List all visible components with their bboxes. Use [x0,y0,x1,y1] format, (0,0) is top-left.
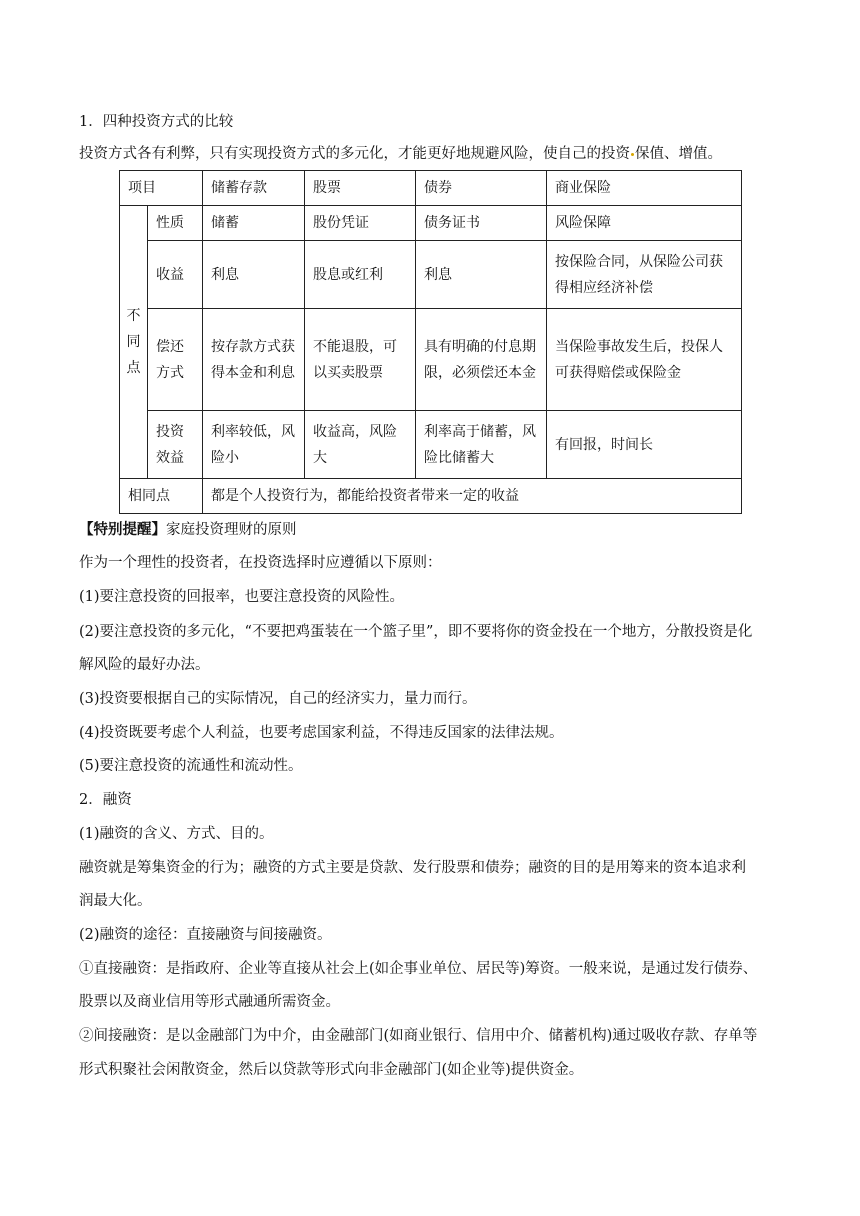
table-cell: 利率高于储蓄，风险比储蓄大 [416,411,547,479]
marker-dot [631,153,634,156]
header-cell-item: 项目 [120,171,203,206]
table-cell: 不能退股，可以买卖股票 [305,309,416,411]
header-cell-stocks: 股票 [305,171,416,206]
financing-line: (1)融资的含义、方式、目的。 [79,826,274,842]
row-label-income: 收益 [148,241,203,309]
section-heading-1: 1．四种投资方式的比较 [79,114,234,130]
table-cell: 利息 [203,241,305,309]
financing-line: ①直接融资：是指政府、企业等直接从社会上(如企事业单位、居民等)筹资。一般来说，是通过发行债券、 [79,961,758,977]
investment-comparison-table [119,170,742,514]
table-row [120,206,742,241]
principle-item: (1)要注意投资的回报率，也要注意投资的风险性。 [79,589,405,605]
financing-line: 形式积聚社会闲散资金，然后以贷款等形式向非金融部门(如企业等)提供资金。 [79,1062,584,1078]
principle-item: (2)要注意投资的多元化，“不要把鸡蛋装在一个篮子里”，即不要将你的资金投在一个地方，分散投资是化 [79,624,753,640]
table-row [120,411,742,479]
principle-item: (4)投资既要考虑个人利益，也要考虑国家利益，不得违反国家的法律法规。 [79,725,564,741]
reminder-intro: 作为一个理性的投资者，在投资选择时应遵循以下原则： [79,555,442,571]
principle-item: (3)投资要根据自己的实际情况，自己的经济实力，量力而行。 [79,691,477,707]
table-cell: 债务证书 [416,206,547,241]
table-cell: 按保险合同，从保险公司获得相应经济补偿 [547,241,742,309]
table-cell: 风险保障 [547,206,742,241]
table-cell: 股息或红利 [305,241,416,309]
differences-label: 不 同 点 [120,206,148,479]
common-points-cell: 都是个人投资行为，都能给投资者带来一定的收益 [203,479,742,514]
financing-line: 融资就是筹集资金的行为；融资的方式主要是贷款、发行股票和债券；融资的目的是用筹来的资本追求利 [79,860,746,876]
intro-text-a: 投资方式各有利弊，只有实现投资方式的多元化，才能更好地规避风险，使自己的投资 [79,146,630,162]
financing-line: 润最大化。 [79,893,152,909]
financing-line: (2)融资的途径：直接融资与间接融资。 [79,927,332,943]
table-cell: 利率较低，风险小 [203,411,305,479]
row-label-common: 相同点 [120,479,203,514]
table-row [120,309,742,411]
principle-item: (5)要注意投资的流通性和流动性。 [79,758,303,774]
header-cell-insurance: 商业保险 [547,171,742,206]
principle-item: 解风险的最好办法。 [79,657,210,673]
table-cell: 按存款方式获得本金和利息 [203,309,305,411]
header-cell-bonds: 债券 [416,171,547,206]
reminder-title: 家庭投资理财的原则 [166,522,297,538]
reminder-bracket: 【特别提醒】 [79,521,166,538]
table-cell: 储蓄 [203,206,305,241]
row-label-repayment: 偿还 方式 [148,309,203,411]
reminder-heading [79,520,297,540]
financing-line: 股票以及商业信用等形式融通所需资金。 [79,994,340,1010]
intro-text-b: 保值、增值。 [635,146,722,162]
intro-paragraph [79,144,722,164]
row-label-nature: 性质 [148,206,203,241]
table-cell: 收益高，风险大 [305,411,416,479]
table-cell: 股份凭证 [305,206,416,241]
financing-line: ②间接融资：是以金融部门为中介，由金融部门(如商业银行、信用中介、储蓄机构)通过吸收存款、存单等 [79,1028,758,1044]
header-cell-savings: 储蓄存款 [203,171,305,206]
table-row [120,241,742,309]
table-cell: 具有明确的付息期限，必须偿还本金 [416,309,547,411]
section-heading-2: 2．融资 [79,792,132,808]
table-cell: 利息 [416,241,547,309]
table-header-row [120,171,742,206]
table-cell: 当保险事故发生后，投保人可获得赔偿或保险金 [547,309,742,411]
table-row [120,479,742,514]
row-label-benefit: 投资 效益 [148,411,203,479]
table-cell: 有回报，时间长 [547,411,742,479]
